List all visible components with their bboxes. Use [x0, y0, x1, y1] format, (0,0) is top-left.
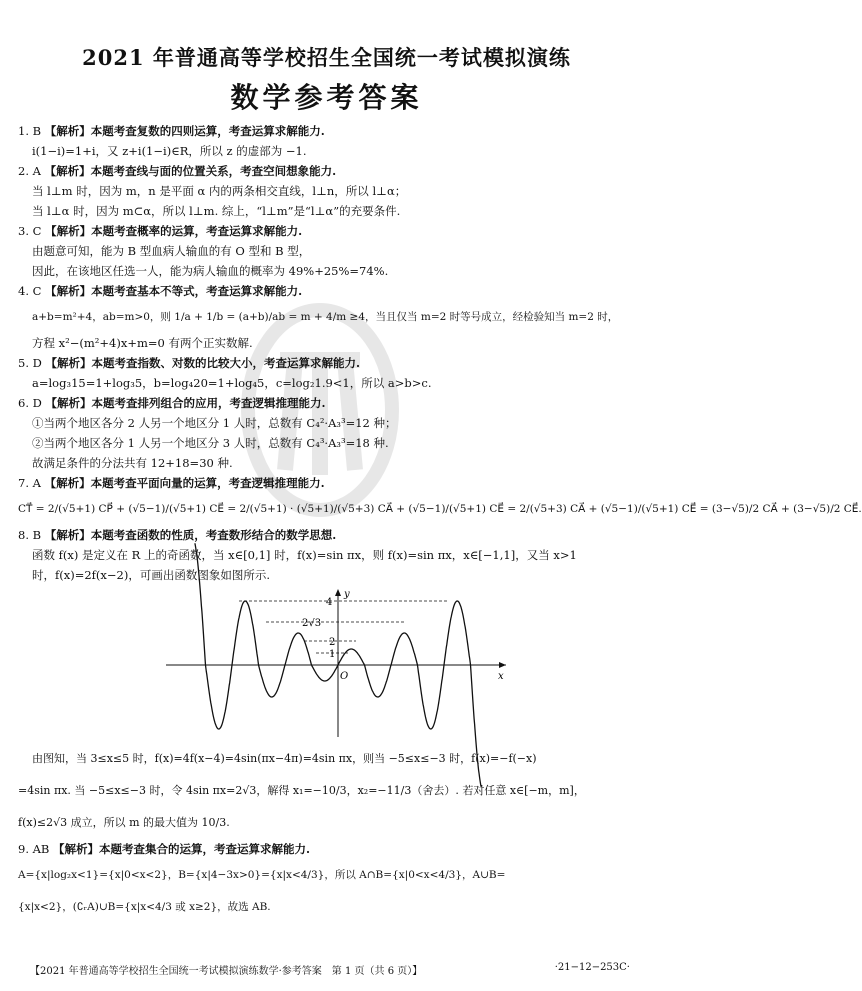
analysis-heading: 【解析】本题考查排列组合的应用，考查逻辑推理能力.: [45, 396, 326, 410]
solution-line: 因此，在该地区任选一人，能为病人输血的概率为 49%+25%=74%.: [32, 264, 389, 278]
solution-line: ①当两个地区各分 2 人另一个地区分 1 人时，总数有 C₄²·A₃³=12 种；: [32, 416, 397, 430]
page-footer: [30, 962, 630, 977]
analysis-heading: 【解析】本题考查函数的性质，考查数形结合的数学思想.: [44, 528, 337, 542]
tick-label-2: 2: [329, 637, 336, 648]
solution-line: i(1−i)=1+i，又 z+i(1−i)∈R，所以 z 的虚部为 −1.: [32, 144, 307, 158]
solution-line: 当 l⊥m 时，因为 m，n 是平面 α 内的两条相交直线，l⊥n，所以 l⊥α；: [32, 184, 407, 198]
solution-line: 由图知，当 3≤x≤5 时，f(x)=4f(x−4)=4sin(πx−4π)=4sin πx，则当 −5≤x≤−3 时，f(x)=−f(−x): [32, 752, 537, 765]
footer-code: ·21−12−253C·: [554, 962, 630, 973]
question-9: [18, 839, 638, 923]
question-2: [18, 161, 638, 221]
analysis-heading: 【解析】本题考查线与面的位置关系，考查空间想象能力.: [44, 164, 337, 178]
solution-line: 当 l⊥α 时，因为 m⊂α，所以 l⊥m. 综上，“l⊥m”是“l⊥α”的充要条件.: [32, 204, 401, 218]
question-8: [18, 525, 638, 839]
solution-line: a+b=m²+4，ab=m>0，则 1/a + 1/b = (a+b)/ab = m + 4/m ≥4，当且仅当 m=2 时等号成立，经检验知当 m=2 时，: [32, 311, 619, 323]
analysis-heading: 【解析】本题考查复数的四则运算，考查运算求解能力.: [44, 124, 325, 138]
tick-label-4: 4: [326, 597, 333, 608]
x-axis-arrow: [499, 662, 506, 668]
y-axis-label: y: [344, 589, 350, 600]
analysis-heading: 【解析】本题考查平面向量的运算，考查逻辑推理能力.: [44, 476, 325, 490]
y-axis-arrow: [335, 589, 341, 596]
solution-line: A={x|log₂x<1}={x|0<x<2}，B={x|4−3x>0}={x|x<4/3}，所以 A∩B={x|0<x<4/3}，A∪B=: [18, 869, 506, 881]
footer-text: 【2021 年普通高等学校招生全国统一考试模拟演练数学·参考答案 第 1 页（共 6 页）】: [30, 966, 423, 977]
solution-line: 故满足条件的分法共有 12+18=30 种.: [32, 456, 233, 470]
analysis-heading: 【解析】本题考查基本不等式，考查运算求解能力.: [45, 284, 303, 298]
x-axis-label: x: [498, 671, 504, 682]
solution-line: CT⃗ = 2/(√5+1) CP⃗ + (√5−1)/(√5+1) CE⃗ = 2/(√5+1) · (√5+1)/(√5+3) CA⃗ + (√5−1)/(√5+1) CE⃗ = 2/(√5+3) CA⃗ + (√5−1)/(√5+1) CE⃗ = (3−√5)/2 CA⃗ + (3−√5)/2 CE⃗.: [18, 503, 862, 515]
question-4: [18, 281, 638, 353]
analysis-heading: 【解析】本题考查集合的运算，考查运算求解能力.: [53, 842, 311, 856]
question-number: 5. D: [18, 356, 42, 370]
solution-line: 方程 x²−(m²+4)x+m=0 有两个正实数解.: [32, 336, 253, 350]
solution-line: {x|x<2}，(∁ᵣA)∪B={x|x<4/3 或 x≥2}，故选 AB.: [18, 901, 271, 913]
answer-content: [18, 121, 862, 923]
question-1: [18, 121, 638, 161]
solution-line: a=log₃15=1+log₃5，b=log₄20=1+log₄5，c=log₂1.9<1，所以 a>b>c.: [32, 376, 432, 390]
question-6: [18, 393, 638, 473]
question-number: 3. C: [18, 224, 42, 238]
function-graph-svg: [166, 589, 506, 737]
origin-label: O: [340, 671, 349, 682]
tick-label-2root3: 2√3: [302, 618, 322, 629]
page-title: 2021 年普通高等学校招生全国统一考试模拟演练: [82, 45, 571, 70]
analysis-heading: 【解析】本题考查指数、对数的比较大小，考查运算求解能力.: [45, 356, 361, 370]
question-number: 9. AB: [18, 842, 50, 856]
question-number: 1. B: [18, 124, 42, 138]
page-subtitle: 数学参考答案: [230, 81, 423, 114]
solution-line: =4sin πx. 当 −5≤x≤−3 时，令 4sin πx=2√3，解得 x₁=−10/3，x₂=−11/3（舍去）. 若对任意 x∈[−m，m]，: [18, 784, 585, 797]
question-number: 7. A: [18, 476, 41, 490]
question-5: [18, 353, 638, 393]
question-number: 6. D: [18, 396, 42, 410]
question-number: 4. C: [18, 284, 42, 298]
analysis-heading: 【解析】本题考查概率的运算，考查运算求解能力.: [45, 224, 303, 238]
question-number: 2. A: [18, 164, 41, 178]
function-graph: [18, 589, 638, 737]
tick-label-1: 1: [329, 649, 336, 660]
solution-line: 函数 f(x) 是定义在 R 上的奇函数，当 x∈[0,1] 时，f(x)=sin πx，则 f(x)=sin πx，x∈[−1,1]，又当 x>1: [32, 548, 577, 562]
solution-line: 由题意可知，能为 B 型血病人输血的有 O 型和 B 型，: [32, 244, 311, 258]
question-7: [18, 473, 862, 525]
solution-line: ②当两个地区各分 1 人另一个地区分 3 人时，总数有 C₄³·A₃³=18 种.: [32, 436, 389, 450]
solution-line: 时，f(x)=2f(x−2)，可画出函数图象如图所示.: [32, 568, 270, 582]
question-number: 8. B: [18, 528, 42, 542]
solution-line: f(x)≤2√3 成立，所以 m 的最大值为 10/3.: [18, 816, 230, 829]
question-3: [18, 221, 638, 281]
